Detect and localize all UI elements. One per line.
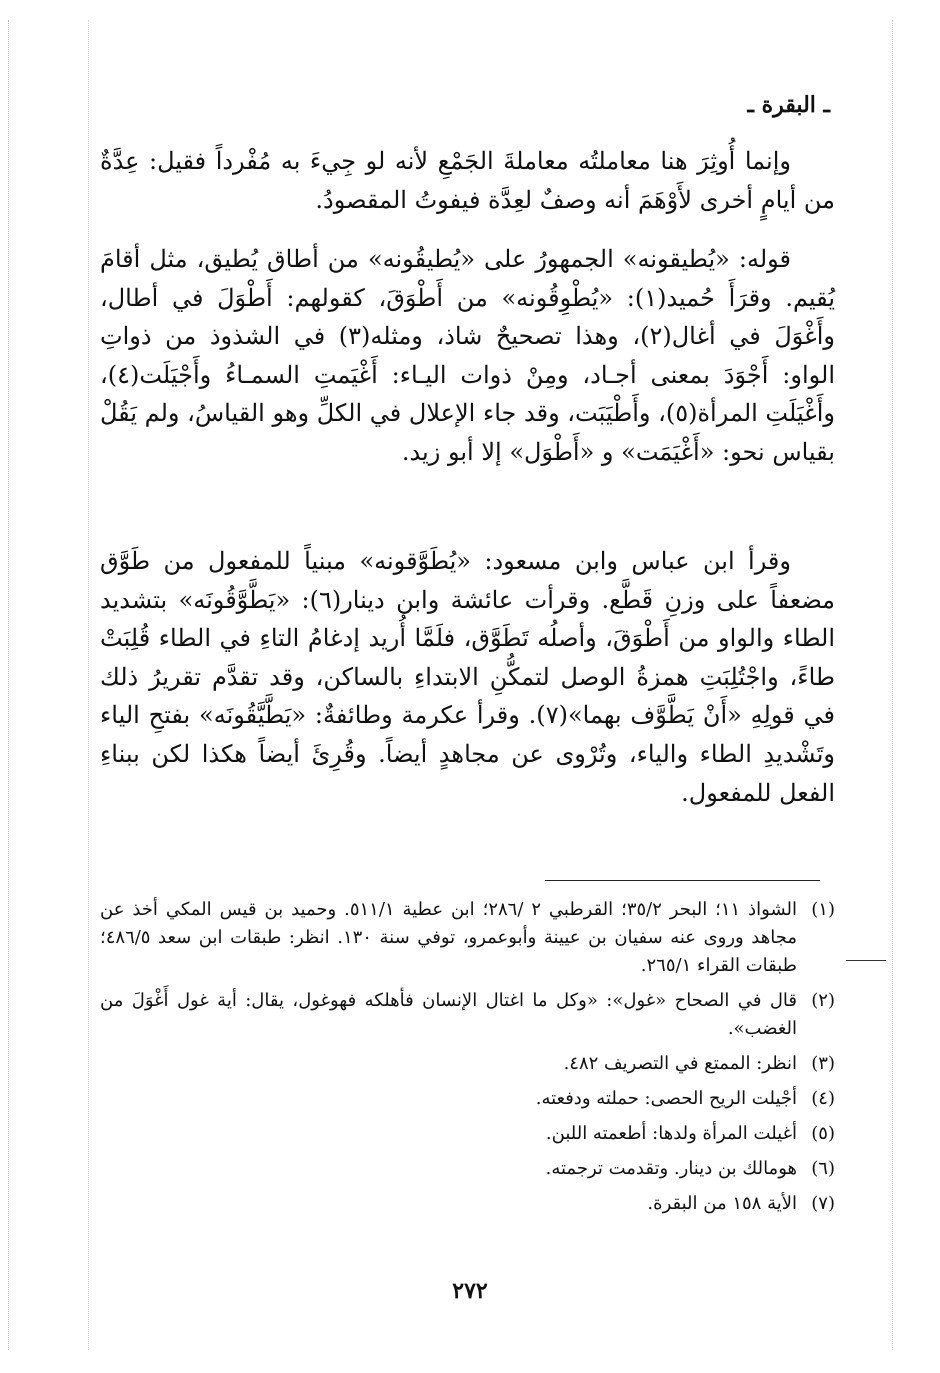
- footnote-text: أغيلت المرأة ولدها: أطعمته اللبن.: [545, 1123, 797, 1144]
- footnote-number: (٢): [811, 990, 835, 1011]
- footnote-1: [100, 896, 835, 980]
- page-number: ٢٧٢: [452, 1278, 488, 1304]
- footnote-number: (٥): [811, 1123, 835, 1144]
- paragraph-text: وإنما أُوثِرَ هنا معاملتُه معاملةَ الجَمْعِ لأنه لو جِيءَ به مُفْرداً فقيل: عِدَّةٌ من أيامٍ أخرى لأَوْهَمَ أنه وصفٌ لعِدَّة فيفوتُ المقصودُ.: [100, 147, 835, 214]
- scan-dotted-margin-right: [892, 20, 893, 1350]
- footnote-number: (٤): [811, 1088, 835, 1109]
- footnote-7: [100, 1190, 835, 1218]
- footnote-text: الأية ١٥٨ من البقرة.: [647, 1193, 797, 1214]
- scan-dotted-margin-left: [8, 20, 9, 1350]
- paragraph-text: وقرأ ابن عباس وابن مسعود: «يُطَوَّقونه» مبنياً للمفعول من طَوَّق مضعفاً على وزنِ قَطَّع. وقرأت عائشة وابن دينار(٦): «يَطَّوَّقُونَه» بتشديد الطاء والواو من أَطْوَقَ، وأصلُه تَطَوَّق، فلَمَّا أُريد إدغامُ التاءِ في الطاء قُلِبَتْ طاءً، واجْتُلِبَتِ همزةُ الوصل لتمكُّنِ الابتداءِ بالساكن، وقد تقدَّم تقريرُ ذلك في قولِهِ «أَنْ يَطَّوَّف بهما»(٧). وقرأ عكرمة وطائفةٌ: «يَطَّيَّقُونَه» بفتحِ الياء وتَشْديدِ الطاء والياء، وتُرْوى عن مجاهدٍ أيضاً. وقُرِئَ أيضاً هكذا لكن ببناءِ الفعل للمفعول.: [100, 547, 836, 807]
- footnote-number: (١): [811, 899, 835, 920]
- paragraph-1: [100, 142, 835, 219]
- margin-dash-mark: [846, 960, 886, 961]
- footnote-separator: [545, 880, 820, 881]
- scan-dotted-margin-inner: [88, 20, 89, 1350]
- footnote-number: (٣): [811, 1053, 835, 1074]
- paragraph-text: قوله: «يُطيقونه» الجمهورُ على «يُطيقُونه» من أطاق يُطيق، مثل أقامَ يُقيم. وقرَأَ حُميد(١): «يُطْوِقُونه» من أَطْوَقَ، كقولهم: أَطْوَلَ في أطال، وأَغْوَلَ في أغال(٢)، وهذا تصحيحٌ شاذ، ومثله(٣) في الشذوذ من ذواتِ الواو: أَجْوَدَ بمعنى أجـاد، ومِنْ ذوات اليـاء: أَغْيَمتِ السمـاءُ وأَجْيَلَت(٤)، وأَغْيَلَتِ المرأة(٥)، وأَطْيَبَت، وقد جاء الإعلال في الكلِّ وهو القياسُ، ولم يَقُلْ بقياس نحو: «أَغْيَمَت» و «أَطْوَل» إلا أبو زيد.: [100, 245, 835, 466]
- footnote-5: [100, 1120, 835, 1148]
- footnote-2: [100, 987, 835, 1043]
- paragraph-2: [100, 240, 835, 472]
- footnote-4: [100, 1085, 835, 1113]
- footnote-text: قال في الصحاح «غول»: «وكل ما اغتال الإنسان فأهلكه فهوغول، يقال: أية غول أَغْوَلَ من الغضب».: [100, 990, 797, 1039]
- footnote-number: (٧): [811, 1193, 835, 1214]
- footnote-3: [100, 1050, 835, 1078]
- footnote-text: أجْيلت الريح الحصى: حملته ودفعته.: [535, 1088, 797, 1109]
- footnote-number: (٦): [811, 1158, 835, 1179]
- footnote-text: هومالك بن دينار. وتقدمت ترجمته.: [545, 1158, 797, 1179]
- footnote-text: انظر: الممتع في التصريف ٤٨٢.: [563, 1053, 797, 1074]
- footnotes: [100, 896, 835, 1225]
- footnote-text: الشواذ ١١؛ البحر ٣٥/٢؛ القرطبي ٢ /٢٨٦؛ ابن عطية ٥١١/١. وحميد بن قيس المكي أخذ عن مجاهد وروى عنه سفيان بن عيينة وأبوعمرو، توفي سنة ١٣٠. انظر: طبقات ابن سعد ٤٨٦/٥؛ طبقات القراء ٢٦٥/١.: [100, 899, 797, 976]
- footnote-6: [100, 1155, 835, 1183]
- paragraph-3: [100, 542, 835, 812]
- running-header: ـ البقرة ـ: [747, 92, 830, 118]
